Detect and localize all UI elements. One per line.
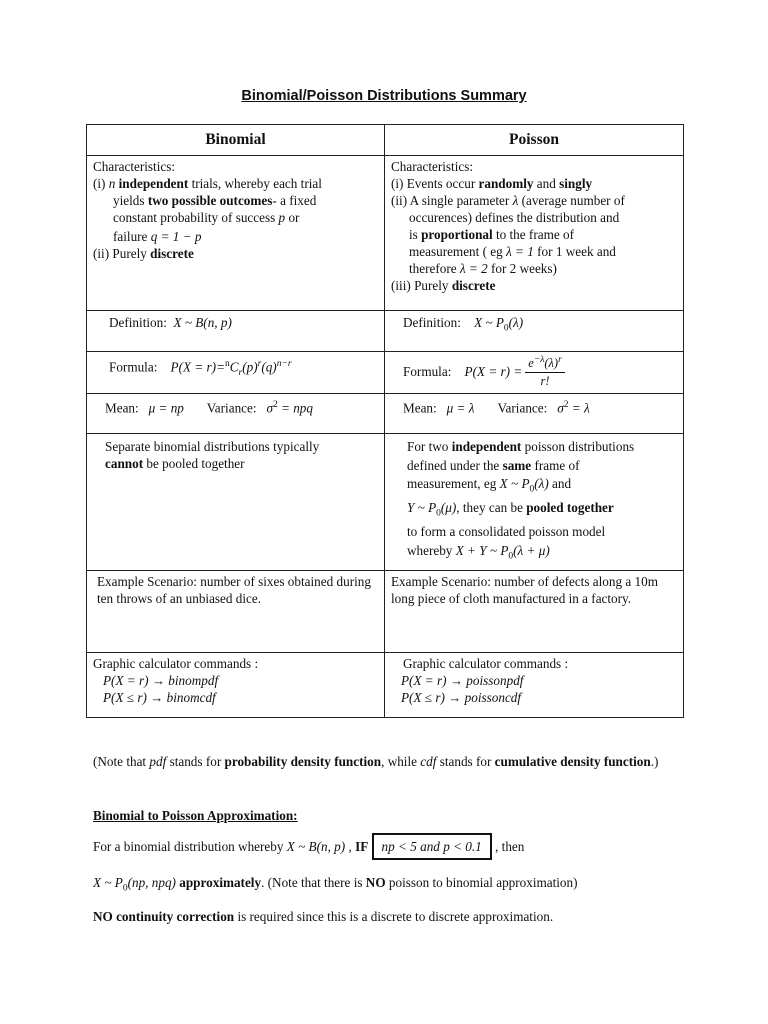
binomial-pooling: Separate binomial distributions typically cannot be pooled together: [87, 434, 385, 571]
characteristics-label: Characteristics:: [93, 159, 176, 174]
approximation-condition: For a binomial distribution whereby X ~ B(n, p) , IF np < 5 and p < 0.1 , then: [93, 836, 733, 858]
page-title: Binomial/Poisson Distributions Summary: [241, 88, 527, 104]
poisson-calculator: Graphic calculator commands : P(X = r) → poissonpdf P(X ≤ r) → poissoncdf: [385, 652, 684, 717]
binomial-definition: Definition: X ~ B(n, p): [87, 311, 385, 352]
binomial-example: Example Scenario: number of sixes obtained during ten throws of an unbiased dice.: [87, 570, 385, 652]
header-poisson: Poisson: [385, 125, 684, 156]
binomial-formula: Formula: $P(X = r)=^nC_r(p)^r(q)^{n-r}$: [87, 352, 385, 394]
poisson-example: Example Scenario: number of defects along a 10m long piece of cloth manufactured in a factory.: [385, 570, 684, 652]
poisson-formula: Formula: P(X = r) = $\frac{e^{-\lambda}(\lambda)^r}{r!}$: [385, 352, 684, 394]
header-binomial: Binomial: [87, 125, 385, 156]
approximation-condition-box: np < 5 and p < 0.1: [372, 833, 492, 860]
binomial-calculator: Graphic calculator commands : P(X = r) → binompdf P(X ≤ r) → binomcdf: [87, 652, 385, 717]
summary-table: [86, 124, 684, 718]
approximation-heading: Binomial to Poisson Approximation:: [93, 808, 298, 823]
binomial-mean-variance: Mean: μ = np Variance: $\sigma^2$ = npq: [87, 394, 385, 434]
pdf-cdf-note: (Note that pdf stands for probability density function, while cdf stands for cumulative density function.): [93, 754, 659, 769]
poisson-pooling: For two independent poisson distributions defined under the same frame of measurement, eg X ~ $P_0(\lambda)$ and Y ~ $P_0(\mu)$, they can be pooled together to form a consolidated poisson model whereby X + Y ~ $P_0(\lambda + \mu)$: [385, 434, 684, 571]
binomial-characteristics: Characteristics: (i) n independent trials, whereby each trial yields two possible outcomes- a fixed constant probability of success p or failure q = 1 − p (ii) Purely discrete: [87, 156, 385, 311]
continuity-note: NO continuity correction is required since this is a discrete to discrete approximation.: [93, 909, 554, 924]
approximation-result: X ~ $P_0(np$, npq) approximately. (Note that there is NO poisson to binomial approximation): [93, 875, 578, 894]
poisson-fraction: $\frac{e^{-\lambda}(\lambda)^r}{r!}$: [525, 352, 565, 390]
poisson-mean-variance: Mean: μ = λ Variance: $\sigma^2 = \lambda$: [385, 394, 684, 434]
poisson-definition: Definition: X ~ $P_0(\lambda)$: [385, 311, 684, 352]
poisson-characteristics: Characteristics: (i) Events occur randomly and singly (ii) A single parameter λ (average number of occurences) defines the distribution and is proportional to the frame of measurement ( eg λ = 1 for 1 week and therefore λ = 2 for 2 weeks) (iii) Purely discrete: [385, 156, 684, 311]
